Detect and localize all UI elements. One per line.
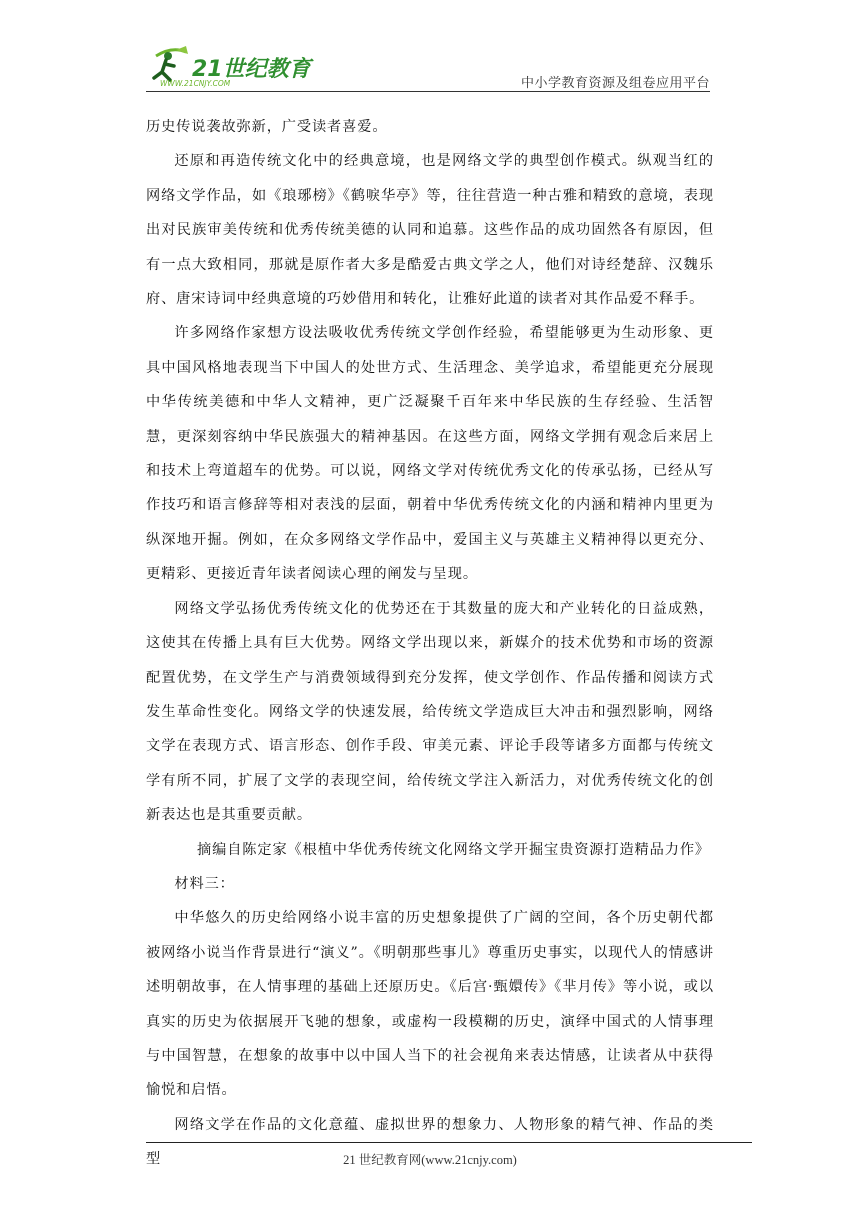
paragraph-6: 网络文学在作品的文化意蕴、虚拟世界的想象力、人物形象的精气神、作品的类型: [146, 1116, 714, 1168]
paragraph-5: 中华悠久的历史给网络小说丰富的历史想象提供了广阔的空间，各个历史朝代都被网络小说当作背景进行“演义”。《明朝那些事儿》尊重历史事实，以现代人的情感讲述明朝故事，在人情事理的基础上还原历史。《后宫·甄嬛传》《芈月传》等小说，或以真实的历史为依据展开飞驰的想象，或虚构一段模糊的历史，演绎中国式的人情事理与中国智慧，在想象的故事中以中国人当下的社会视角来表达情感，让读者从中获得愉悦和启悟。: [146, 910, 714, 1099]
document-body: [146, 110, 714, 1177]
material-three-heading: 材料三：: [174, 875, 235, 892]
paragraph-1: 历史传说袭故弥新，广受读者喜爱。: [146, 119, 388, 135]
header-divider: [146, 91, 710, 92]
page-header: [146, 44, 710, 92]
footer-divider: [146, 1142, 752, 1143]
header-platform-name: 中小学教育资源及组卷应用平台: [520, 76, 710, 91]
paragraph-3: 许多网络作家想方设法吸收优秀传统文学创作经验，希望能够更为生动形象、更具中国风格地表现当下中国人的处世方式、生活理念、美学追求，希望能更充分展现中华传统美德和中华人文精神，更广泛凝聚千百年来中华民族的生存经验、生活智慧，更深刻容纳中华民族强大的精神基因。在这些方面，网络文学拥有观念后来居上和技术上弯道超车的优势。可以说，网络文学对传统优秀文化的传承弘扬，已经从写作技巧和语言修辞等相对表浅的层面，朝着中华优秀传统文化的内涵和精神内里更为纵深地开掘。例如，在众多网络文学作品中，爱国主义与英雄主义精神得以更充分、更精彩、更接近青年读者阅读心理的阐发与呈现。: [146, 325, 714, 583]
source-attribution: 摘编自陈定家《根植中华优秀传统文化网络文学开掘宝贵资源打造精品力作》: [197, 841, 710, 858]
svg-text:21世纪教育: 21世纪教育: [192, 57, 311, 82]
svg-text:WWW.21CNJY.COM: WWW.21CNJY.COM: [160, 79, 231, 88]
paragraph-2: 还原和再造传统文化中的经典意境，也是网络文学的典型创作模式。纵观当红的网络文学作品，如《琅琊榜》《鹤唳华亭》等，往往营造一种古雅和精致的意境，表现出对民族审美传统和优秀传统美德的认同和追慕。这些作品的成功固然各有原因，但有一点大致相同，那就是原作者大多是酷爱古典文学之人，他们对诗经楚辞、汉魏乐府、唐宋诗词中经典意境的巧妙借用和转化，让雅好此道的读者对其作品爱不释手。: [146, 153, 714, 308]
logo-21cnjy: [146, 44, 316, 88]
footer-site-link: 21 世纪教育网(www.21cnjy.com): [343, 1153, 517, 1167]
paragraph-4: 网络文学弘扬优秀传统文化的优势还在于其数量的庞大和产业转化的日益成熟，这使其在传播上具有巨大优势。网络文学出现以来，新媒介的技术优势和市场的资源配置优势，在文学生产与消费领域得到充分发挥，使文学创作、作品传播和阅读方式发生革命性变化。网络文学的快速发展，给传统文学造成巨大冲击和强烈影响，网络文学在表现方式、语言形态、创作手段、审美元素、评论手段等诸多方面都与传统文学有所不同，扩展了文学的表现空间，给传统文学注入新活力，对优秀传统文化的创新表达也是其重要贡献。: [146, 600, 714, 824]
